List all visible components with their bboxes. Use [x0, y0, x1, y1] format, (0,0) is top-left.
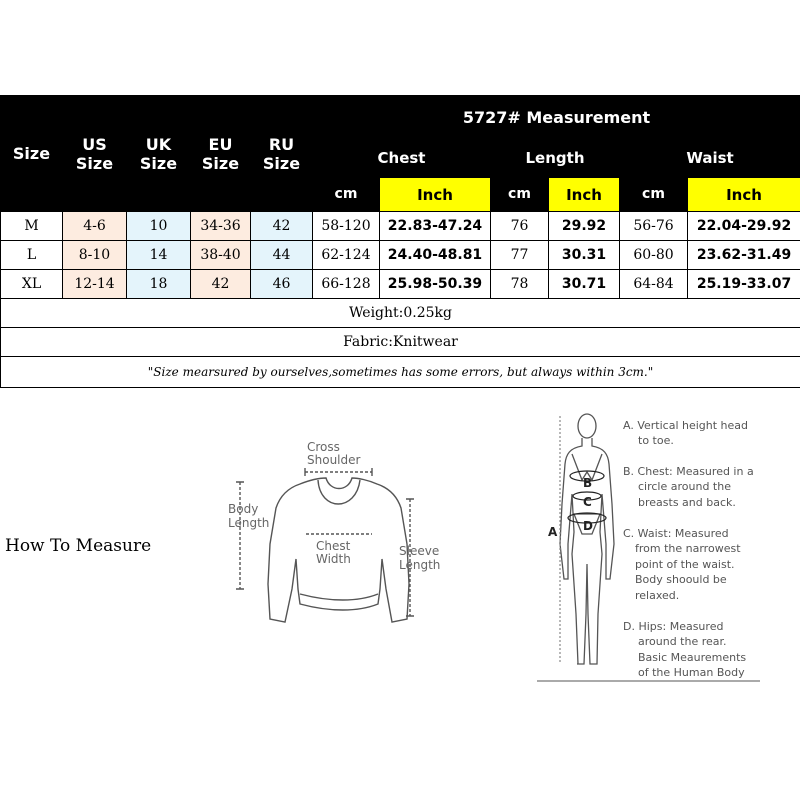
waist-header: Waist	[620, 140, 800, 178]
note-text: "Size mearsured by ourselves,sometimes has some errors, but always within 3cm."	[1, 357, 800, 388]
chest-inch-cell: 24.40-48.81	[380, 241, 491, 270]
note-a-line: A. Vertical height head	[623, 419, 749, 432]
waist-inch-header: Inch	[688, 178, 800, 212]
length-cm-header: cm	[491, 178, 549, 212]
size-header: Size	[1, 96, 63, 212]
eu-cell: 38-40	[191, 241, 251, 270]
ru-cell: 44	[251, 241, 313, 270]
us-size-header: US Size	[63, 96, 127, 212]
fabric-text: Fabric:Knitwear	[1, 328, 800, 357]
us-cell: 4-6	[63, 212, 127, 241]
length-header: Length	[491, 140, 620, 178]
note-c-line: point of the waist.	[635, 558, 735, 571]
table-row	[1, 212, 800, 241]
how-to-measure-section	[0, 384, 800, 800]
note-d-line: Basic Meaurements	[638, 651, 747, 664]
chest-width-label: Chest	[316, 539, 351, 553]
length-inch-header: Inch	[549, 178, 620, 212]
chest-width-label-2: Width	[316, 552, 351, 566]
note-b-line: breasts and back.	[638, 496, 736, 509]
how-to-measure-label: How To Measure	[5, 536, 152, 556]
note-b-line: circle around the	[638, 480, 731, 493]
eu-size-header: EU Size	[191, 96, 251, 212]
waist-cm-cell: 60-80	[620, 241, 688, 270]
waist-cm-cell: 64-84	[620, 270, 688, 299]
table-row	[1, 270, 800, 299]
eu-cell: 34-36	[191, 212, 251, 241]
waist-cm-header: cm	[620, 178, 688, 212]
note-c-line: C. Waist: Measured	[623, 527, 729, 540]
note-d-line: D. Hips: Measured	[623, 620, 724, 633]
uk-cell: 10	[127, 212, 191, 241]
marker-b: B	[583, 476, 593, 490]
size-cell: M	[1, 212, 63, 241]
uk-size-header: UK Size	[127, 96, 191, 212]
marker-d: D	[583, 519, 593, 533]
chest-cm-cell: 58-120	[313, 212, 380, 241]
measure-illustrations	[0, 384, 800, 800]
cross-shoulder-label: Cross	[307, 440, 340, 454]
fabric-row	[1, 328, 800, 357]
waist-inch-cell: 25.19-33.07	[688, 270, 800, 299]
body-length-label-2: Length	[228, 516, 270, 530]
weight-row	[1, 299, 800, 328]
length-cm-cell: 77	[491, 241, 549, 270]
length-inch-cell: 29.92	[549, 212, 620, 241]
chest-cm-cell: 66-128	[313, 270, 380, 299]
weight-text: Weight:0.25kg	[1, 299, 800, 328]
body-notes	[623, 419, 754, 679]
note-a-line: to toe.	[638, 434, 674, 447]
ru-cell: 46	[251, 270, 313, 299]
body-figure-illustration	[560, 414, 614, 664]
chest-inch-header: Inch	[380, 178, 491, 212]
note-c-line: from the narrowest	[635, 542, 741, 555]
waist-cm-cell: 56-76	[620, 212, 688, 241]
marker-c: C	[583, 495, 592, 509]
uk-cell: 14	[127, 241, 191, 270]
sleeve-length-label-2: Length	[399, 558, 441, 572]
note-c-line: relaxed.	[635, 589, 680, 602]
size-cell: L	[1, 241, 63, 270]
note-c-line: Body shoould be	[635, 573, 727, 586]
chest-cm-cell: 62-124	[313, 241, 380, 270]
body-length-label: Body	[228, 502, 259, 516]
note-d-line: around the rear.	[638, 635, 727, 648]
length-inch-cell: 30.31	[549, 241, 620, 270]
chest-header: Chest	[313, 140, 491, 178]
waist-inch-cell: 22.04-29.92	[688, 212, 800, 241]
ru-size-header: RU Size	[251, 96, 313, 212]
size-chart	[0, 95, 800, 388]
note-b-line: B. Chest: Measured in a	[623, 465, 754, 478]
table-title: 5727# Measurement	[313, 96, 800, 140]
chest-inch-cell: 22.83-47.24	[380, 212, 491, 241]
length-inch-cell: 30.71	[549, 270, 620, 299]
measure-rings	[560, 416, 606, 664]
waist-inch-cell: 23.62-31.49	[688, 241, 800, 270]
uk-cell: 18	[127, 270, 191, 299]
size-cell: XL	[1, 270, 63, 299]
length-cm-cell: 76	[491, 212, 549, 241]
chest-cm-header: cm	[313, 178, 380, 212]
note-d-line: of the Human Body	[638, 666, 745, 679]
us-cell: 8-10	[63, 241, 127, 270]
table-row	[1, 241, 800, 270]
marker-a: A	[548, 525, 558, 539]
sleeve-length-label: Sleeve	[399, 544, 440, 558]
size-table	[0, 95, 800, 388]
chest-inch-cell: 25.98-50.39	[380, 270, 491, 299]
us-cell: 12-14	[63, 270, 127, 299]
note-row	[1, 357, 800, 388]
cross-shoulder-label-2: Shoulder	[307, 453, 361, 467]
ru-cell: 42	[251, 212, 313, 241]
eu-cell: 42	[191, 270, 251, 299]
length-cm-cell: 78	[491, 270, 549, 299]
